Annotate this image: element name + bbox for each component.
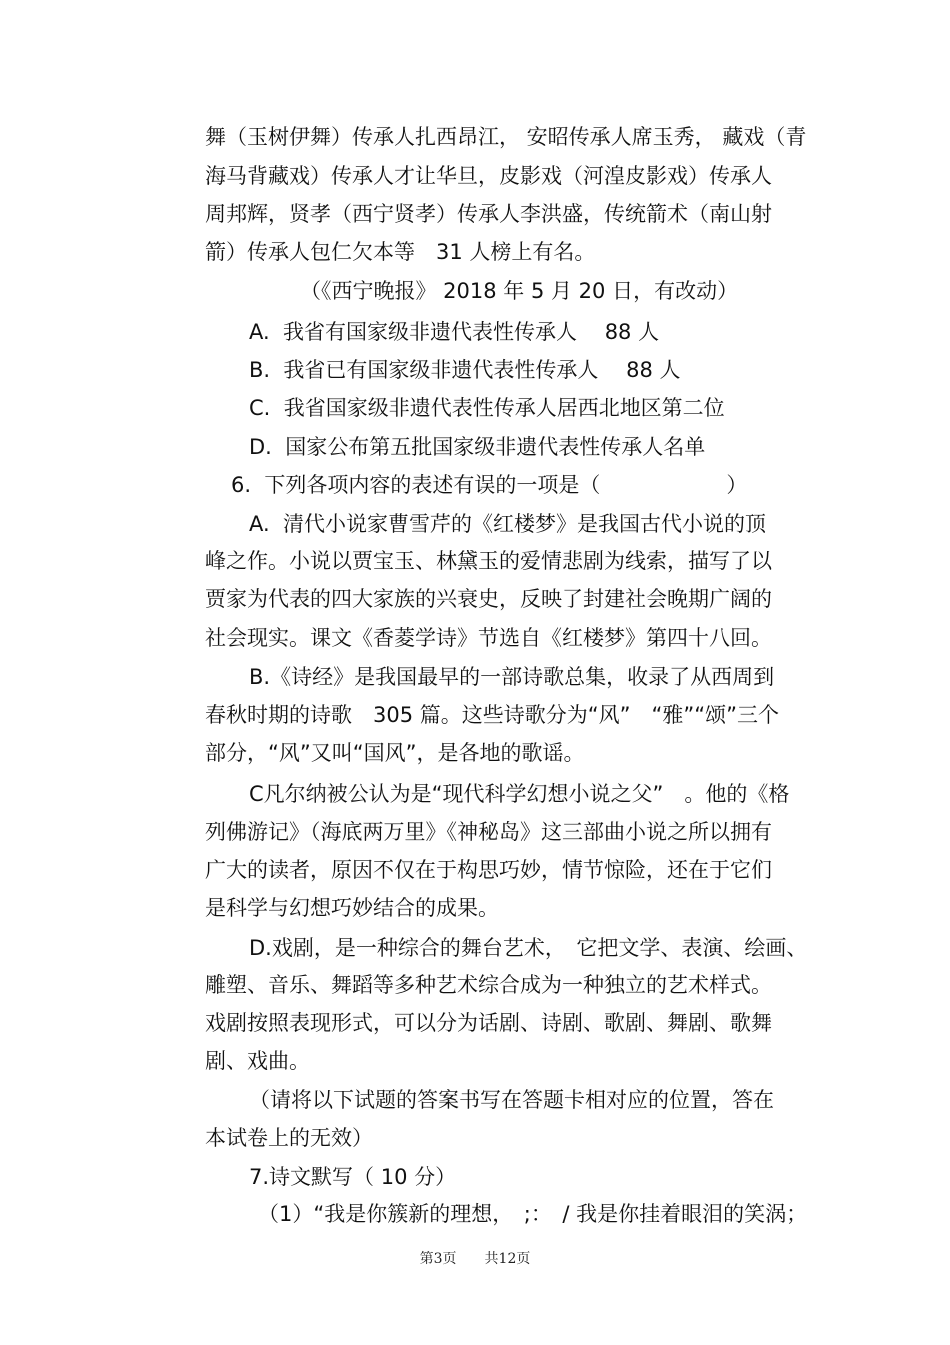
option-a: A. 我省有国家级非遗代表性传承人 88 人 <box>249 320 660 344</box>
q6-c-line-1: C凡尔纳被公认为是“现代科学幻想小说之父” 。他的《格 <box>249 782 790 806</box>
source-citation: （《西宁晚报》 2018 年 5 月 20 日，有改动） <box>300 279 739 303</box>
q6-a-line-1: A. 清代小说家曹雪芹的《红楼梦》是我国古代小说的顶 <box>249 512 767 536</box>
q6-b-line-3: 部分，“风”又叫“国风”，是各地的歌谣。 <box>205 741 585 765</box>
q7-part-1: （1）“我是你簇新的理想， ;： / 我是你挂着眼泪的笑涡； <box>258 1202 808 1226</box>
q6-d-line-3: 戏剧按照表现形式，可以分为话剧、诗剧、歌剧、舞剧、歌舞 <box>205 1011 772 1035</box>
question-7: 7.诗文默写（ 10 分） <box>249 1165 457 1189</box>
q6-c-line-2: 列佛游记》（海底两万里》《神秘岛》这三部曲小说之所以拥有 <box>205 820 772 844</box>
option-c: C. 我省国家级非遗代表性传承人居西北地区第二位 <box>249 396 725 420</box>
page-footer: 第3页 共12页 <box>419 1251 531 1267</box>
q6-d-line-1: D.戏剧，是一种综合的舞台艺术， 它把文学、表演、绘画、 <box>249 936 808 960</box>
instruction-line-1: （请将以下试题的答案书写在答题卡相对应的位置，答在 <box>249 1088 774 1112</box>
q6-a-line-4: 社会现实。课文《香菱学诗》节选自《红楼梦》第四十八回。 <box>205 626 772 650</box>
option-d: D. 国家公布第五批国家级非遗代表性传承人名单 <box>249 435 706 459</box>
q6-c-line-4: 是科学与幻想巧妙结合的成果。 <box>205 896 499 920</box>
q6-c-line-3: 广大的读者，原因不仅在于构思巧妙，情节惊险，还在于它们 <box>205 858 772 882</box>
q6-d-line-4: 剧、戏曲。 <box>205 1049 310 1073</box>
q6-a-line-2: 峰之作。小说以贾宝玉、林黛玉的爱情悲剧为线索，描写了以 <box>205 549 772 573</box>
q6-b-line-2: 春秋时期的诗歌 305 篇。这些诗歌分为“风” “雅”“颂”三个 <box>205 703 780 727</box>
text-line-1: 舞（玉树伊舞）传承人扎西昂江， 安昭传承人席玉秀， 藏戏（青 <box>205 125 807 149</box>
q6-a-line-3: 贾家为代表的四大家族的兴衰史，反映了封建社会晚期广阔的 <box>205 587 772 611</box>
q6-d-line-2: 雕塑、音乐、舞蹈等多种艺术综合成为一种独立的艺术样式。 <box>205 973 772 997</box>
question-6: 6. 下列各项内容的表述有误的一项是（ ） <box>231 473 748 497</box>
text-line-4: 箭）传承人包仁欠本等 31 人榜上有名。 <box>205 240 596 264</box>
instruction-line-2: 本试卷上的无效） <box>205 1126 373 1150</box>
text-line-2: 海马背藏戏）传承人才让华旦，皮影戏（河湟皮影戏）传承人 <box>205 164 772 188</box>
option-b: B. 我省已有国家级非遗代表性传承人 88 人 <box>249 358 681 382</box>
text-line-3: 周邦辉，贤孝（西宁贤孝）传承人李洪盛，传统箭术（南山射 <box>205 202 772 226</box>
q6-b-line-1: B.《诗经》是我国最早的一部诗歌总集，收录了从西周到 <box>249 665 775 689</box>
